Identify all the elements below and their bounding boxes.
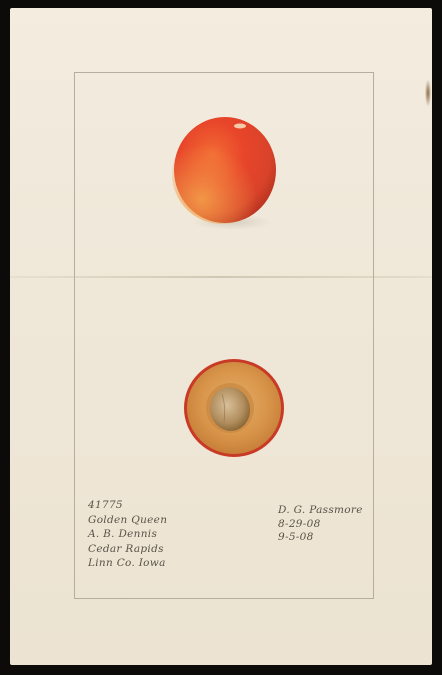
location-city: Cedar Rapids: [88, 542, 164, 555]
date-received: 8-29-08: [278, 517, 321, 530]
accession-number: 41775: [88, 499, 123, 511]
stem-cavity: [234, 124, 246, 129]
date-painted: 9-5-08: [278, 531, 314, 543]
paper-stain: [425, 80, 431, 106]
location-county: Linn Co. Iowa: [88, 557, 166, 569]
artist-notes-right: [278, 504, 363, 545]
grower-name: A. B. Dennis: [88, 528, 158, 540]
specimen-notes-left: [88, 498, 167, 571]
halved-apricot-illustration: [182, 356, 286, 460]
paper-sheet: [10, 8, 432, 665]
whole-apricot-illustration: [170, 114, 280, 234]
variety-name: Golden Queen: [88, 513, 168, 526]
whole-apricot-blush: [172, 124, 272, 224]
artist-signature: D. G. Passmore: [278, 504, 363, 516]
